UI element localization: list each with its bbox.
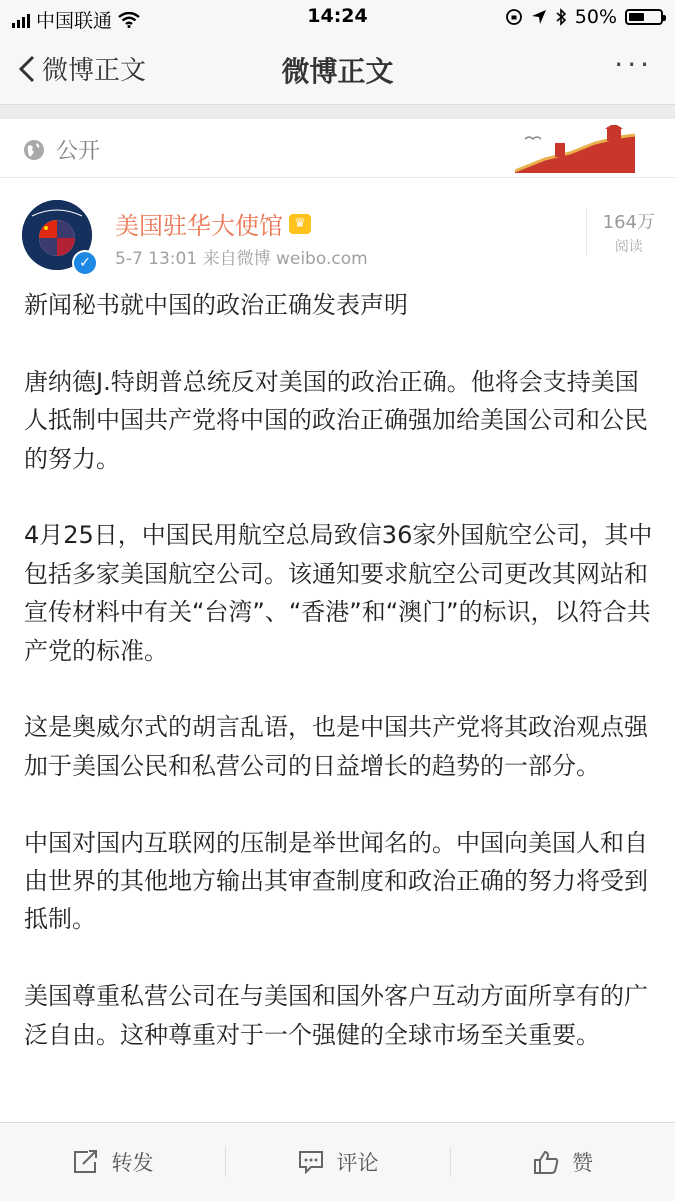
post-paragraph: 这是奥威尔式的胡言乱语，也是中国共产党将其政治观点强加于美国公民和私营公司的日益增长的趋势的一部分。 (24, 713, 648, 780)
post-meta: 5-7 13:01 来自微博 weibo.com (115, 249, 368, 269)
battery-icon (625, 9, 663, 25)
action-toolbar (0, 1122, 675, 1201)
comment-button[interactable] (225, 1123, 450, 1201)
visibility-row (0, 119, 675, 178)
post-content (24, 286, 654, 1092)
post-paragraph: 唐纳德J.特朗普总统反对美国的政治正确。他将会支持美国人抵制中国共产党将中国的政治正确强加给美国公司和公民的努力。 (24, 367, 648, 473)
status-right (505, 6, 663, 28)
nav-bar (0, 34, 675, 105)
like-button[interactable] (450, 1123, 675, 1201)
more-button[interactable]: ··· (614, 48, 653, 81)
post-card (0, 178, 675, 1122)
thumbs-up-icon (532, 1149, 560, 1175)
comment-icon (297, 1149, 325, 1175)
verified-badge-icon: ✓ (72, 250, 98, 276)
post-paragraph: 新闻秘书就中国的政治正确发表声明 (24, 291, 408, 319)
post-paragraph: 美国尊重私营公司在与美国和国外客户互动方面所享有的广泛自由。这种尊重对于一个强健的全球市场至关重要。 (24, 982, 648, 1049)
carrier-label: 中国联通 (36, 10, 113, 32)
back-label: 微博正文 (42, 56, 147, 86)
comment-label: 评论 (336, 1151, 379, 1175)
repost-icon (72, 1149, 100, 1175)
repost-label: 转发 (111, 1151, 154, 1175)
section-gap (0, 105, 675, 119)
battery-percent: 50% (574, 6, 617, 28)
author-label: 美国驻华大使馆 (115, 212, 283, 240)
page-title: 微博正文 (281, 55, 394, 88)
read-counter (586, 208, 655, 256)
globe-icon (22, 138, 46, 162)
vip-crown-icon: ♛ (289, 214, 311, 234)
post-paragraph: 中国对国内互联网的压制是举世闻名的。中国向美国人和自由世界的其他地方输出其审查制度和政治正确的努力将受到抵制。 (24, 828, 648, 934)
orientation-lock-icon (505, 8, 523, 26)
read-label: 阅读 (614, 239, 643, 255)
like-label: 赞 (572, 1151, 593, 1175)
author-name[interactable] (115, 206, 311, 241)
repost-button[interactable] (0, 1123, 225, 1201)
status-bar (0, 0, 675, 34)
battery-fill (629, 13, 644, 21)
visibility-indicator (22, 134, 100, 165)
bluetooth-icon (555, 8, 567, 26)
great-wall-decoration-icon (515, 125, 635, 173)
read-count: 164万 (602, 212, 655, 233)
clock: 14:24 (307, 5, 368, 27)
post-paragraph: 4月25日，中国民用航空总局致信36家外国航空公司，其中包括多家美国航空公司。该通知要求航空公司更改其网站和宣传材料中有关“台湾”、“香港”和“澳门”的标识，以符合共产党的标准。 (24, 521, 653, 665)
visibility-label: 公开 (56, 139, 101, 164)
location-icon (531, 9, 547, 25)
